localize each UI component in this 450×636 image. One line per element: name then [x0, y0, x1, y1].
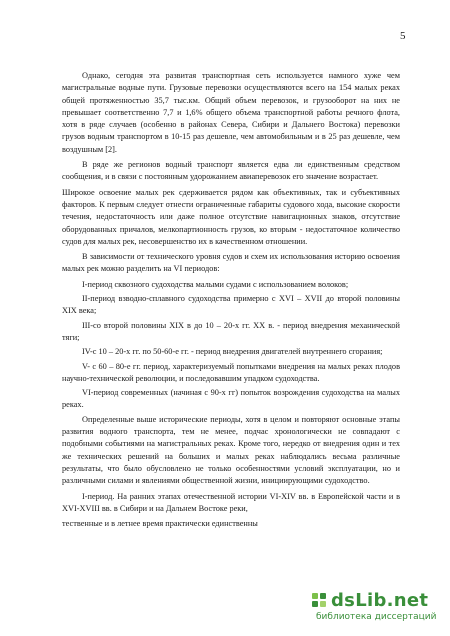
page-number: 5: [400, 30, 406, 42]
paragraph: В ряде же регионов водный транспорт является едва ли единственным средством сообщения, и в связи с постоянным удорожанием авиаперевозок его значение возрастает.: [62, 160, 400, 182]
paragraph: Определенные выше исторические периоды, хотя в целом и повторяют основные этапы развития водного транспорта, тем не менее, подчас хронологически не совпадают с подобными событиями на магистральных реках. Кроме того, нередко от внедрения один и тех же технических решений на больших и малых реках наблюдались весьма различные результаты, что было обусловлено не только особенностями условий эксплуатации, но и различными силами и явлениями общественной жизни, инициирующими судоходство.: [62, 414, 400, 486]
dslib-logo-icon: [312, 593, 328, 609]
period-item: V- с 60 – 80-е гг. период, характеризуемый попытками внедрения на малых реках плодов научно-технической революции, и последовавшим упадком судоходства.: [62, 361, 400, 383]
document-body: [62, 70, 400, 533]
paragraph: В зависимости от технического уровня судов и схем их использования историю освоения малых рек можно разделить на VI периодов:: [62, 252, 400, 274]
period-item: III-со второй половины XIX в до 10 – 20-х гг. XX в. - период внедрения механической тяги;: [62, 320, 400, 342]
period-item: VI-период современных (начиная с 90-х гг) попыток возрождения судоходства на малых реках.: [62, 388, 400, 410]
watermark-title: dsLib.net: [331, 590, 429, 611]
watermark-subtitle: библиотека диссертаций: [316, 612, 437, 622]
paragraph: Широкое освоение малых рек сдерживается рядом как объективных, так и субъективных факторов. К первым следует отнести ограниченные габариты судового хода, высокие скорости течения, недостаточность или даже полное отсутствие навигационных знаков, отсутствие оборудованных причалов, мелкопартионность грузов, ко вторым - недостаточное количество судов для малых рек, несовершенство их в качественном отношении.: [62, 187, 400, 246]
period-item: II-период взводно-сплавного судоходства примерно с XVI – XVII до второй половины XIX века;: [62, 294, 400, 316]
paragraph: тественные и в летнее время практически единственны: [62, 519, 258, 529]
period-item: IV-с 10 – 20-х гг. по 50-60-е гг. - период внедрения двигателей внутреннего сгорания;: [82, 347, 383, 357]
paragraph: I-период. На ранних этапах отечественной истории VI-XIV вв. в Европейской части и в XVI-XVIII вв. в Сибири и на Дальнем Востоке реки,: [62, 491, 400, 513]
period-item: I-период сквозного судоходства малыми судами с использованием волоков;: [82, 279, 349, 289]
site-watermark[interactable]: [312, 590, 450, 632]
paragraph: Однако, сегодня эта развитая транспортная сеть используется намного хуже чем магистральные водные пути. Грузовые перевозки осуществляются всего на 154 малых реках общей протяженностью 35,7 тыс.км. Общий объем перевозок, и грузооборот на них не превышает соответственно 7,7 и 1,6% общего объема транспортной работы речного флота, хотя в ряде случаев (особенно в районах Севера, Сибири и Дальнего Востока) перевозки грузов водным транспортом в 10-15 раз дешевле, чем автомобильным и в 25 раз дешевле, чем воздушным [2].: [62, 71, 400, 154]
